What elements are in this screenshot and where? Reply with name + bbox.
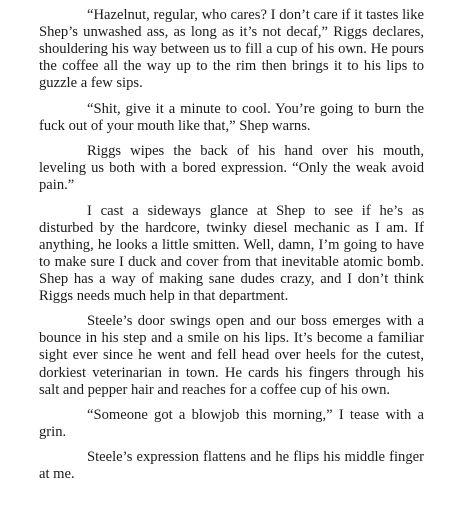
paragraph-6: “Someone got a blowjob this morning,” I tease with a grin. — [39, 406, 424, 440]
paragraph-3: Riggs wipes the back of his hand over his mouth, leveling us both with a bored expression. “Only the weak avoid pain.” — [39, 143, 424, 194]
paragraph-5: Steele’s door swings open and our boss emerges with a bounce in his step and a smile on his lips. It’s become a familiar sight ever since he went and fell head over heels for the cutest, dorkiest veterinarian in town. He cards his fingers through his salt and pepper hair and reaches for a coffee cup of his own. — [39, 313, 424, 398]
paragraph-4: I cast a sideways glance at Shep to see if he’s as disturbed by the hardcore, twinky diesel mechanic as I am. If anything, he looks a little smitten. Well, damn, I’m going to have to make sure I duck and cover from that inevitable atomic bomb. Shep has a way of making sane dudes crazy, and I don’t think Riggs needs much help in that department. — [39, 202, 424, 304]
paragraph-7: Steele’s expression flattens and he flips his middle finger at me. — [39, 449, 424, 483]
paragraph-2: “Shit, give it a minute to cool. You’re going to burn the fuck out of your mouth like that,” Shep warns. — [39, 100, 424, 134]
paragraph-1: “Hazelnut, regular, who cares? I don’t care if it tastes like Shep’s unwashed ass, as long as it’s not decaf,” Riggs declares, shouldering his way between us to fill a cup of his own. He pours the coffee all the way up to the rim then brings it to his lips to guzzle a few sips. — [39, 7, 424, 92]
